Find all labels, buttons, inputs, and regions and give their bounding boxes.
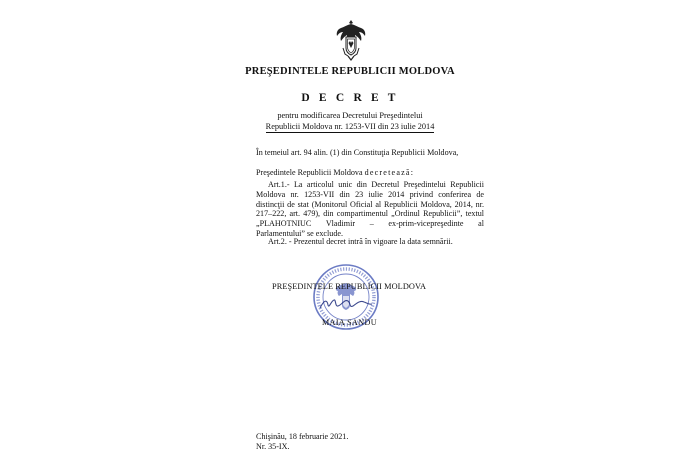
article-1: Art.1.- La articolul unic din Decretul Preşedintelui Republicii Moldova nr. 1253-VII din 23 iulie 2014 privind conferirea de distincţii de stat (Monitorul Oficial al Republicii Moldova, 2014, nr. 217–222, art. 479), din compartimentul „Ordinul Republicii”, textul „PLAHOTNIUC Vladimir – ex-prim-vicepreşedinte al Parlamentului” se exclude. <box>256 180 484 238</box>
decrees-statement <box>256 168 484 178</box>
handwritten-signature-icon <box>318 296 374 312</box>
decree-number: Nr. 35-IX. <box>256 442 290 451</box>
decree-subject-line-1: pentru modificarea Decretului Preşedintelui <box>277 111 423 120</box>
issuer-title: PREŞEDINTELE REPUBLICII MOLDOVA <box>245 66 455 77</box>
place-and-date: Chişinău, 18 februarie 2021. <box>256 432 349 441</box>
decree-subject-line-2: Republicii Moldova nr. 1253-VII din 23 iulie 2014 <box>266 122 435 134</box>
signatory-title: PREŞEDINTELE REPUBLICII MOLDOVA <box>272 282 427 291</box>
decree-subject <box>0 111 700 133</box>
article-2: Art.2. - Prezentul decret intră în vigoare la data semnării. <box>268 237 453 246</box>
legal-basis: În temeiul art. 94 alin. (1) din Constituţia Republicii Moldova, <box>256 148 459 157</box>
document-type-title: D E C R E T <box>301 92 399 104</box>
signatory-name: MAIA SANDU <box>322 318 378 327</box>
decrees-verb: decretează: <box>364 168 415 177</box>
decrees-intro: Preşedintele Republicii Moldova <box>256 168 365 177</box>
coat-of-arms-icon <box>335 18 367 62</box>
